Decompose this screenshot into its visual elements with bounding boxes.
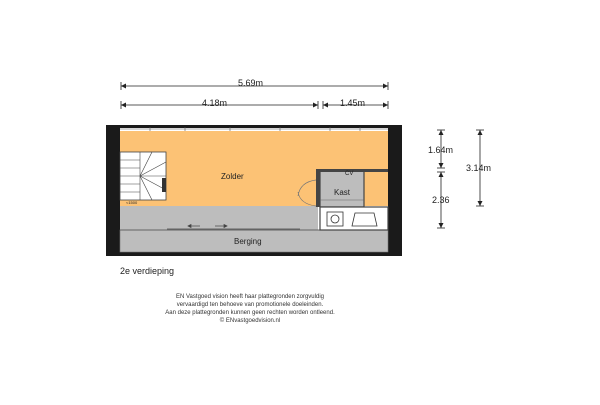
low-ceiling-area — [120, 206, 318, 230]
disclaimer-text — [100, 293, 400, 325]
room-label-cv: CV — [345, 171, 354, 177]
height-marker-label: <1500 — [126, 200, 138, 205]
floor-label: 2e verdieping — [120, 266, 175, 276]
dimension-height-top: 1.64m — [428, 145, 454, 155]
dimension-height-total: 3.14m — [466, 163, 492, 173]
room-label-kast: Kast — [334, 188, 351, 197]
staircase-icon — [120, 152, 166, 200]
disclaimer-line: EN Vastgoed vision heeft haar plattegronden zorgvuldig — [176, 294, 324, 300]
dimension-total-width: 5.69m — [238, 78, 264, 88]
room-label-zolder: Zolder — [221, 172, 244, 181]
dimension-right-width: 1.45m — [340, 98, 366, 108]
disclaimer-line: © ENvastgoedvision.nl — [219, 318, 281, 324]
disclaimer-line: Aan deze plattegronden kunnen geen rechten worden ontleend. — [165, 310, 335, 316]
washing-machine-icon — [327, 212, 343, 226]
dimension-left-width: 4.18m — [202, 98, 228, 108]
disclaimer-line: vervaardigd ten behoeve van promotionele doeleinden. — [176, 302, 324, 308]
room-label-berging: Berging — [234, 237, 262, 246]
dryer-icon — [352, 213, 377, 226]
dimension-height-bottom: 2.36 — [432, 195, 450, 205]
